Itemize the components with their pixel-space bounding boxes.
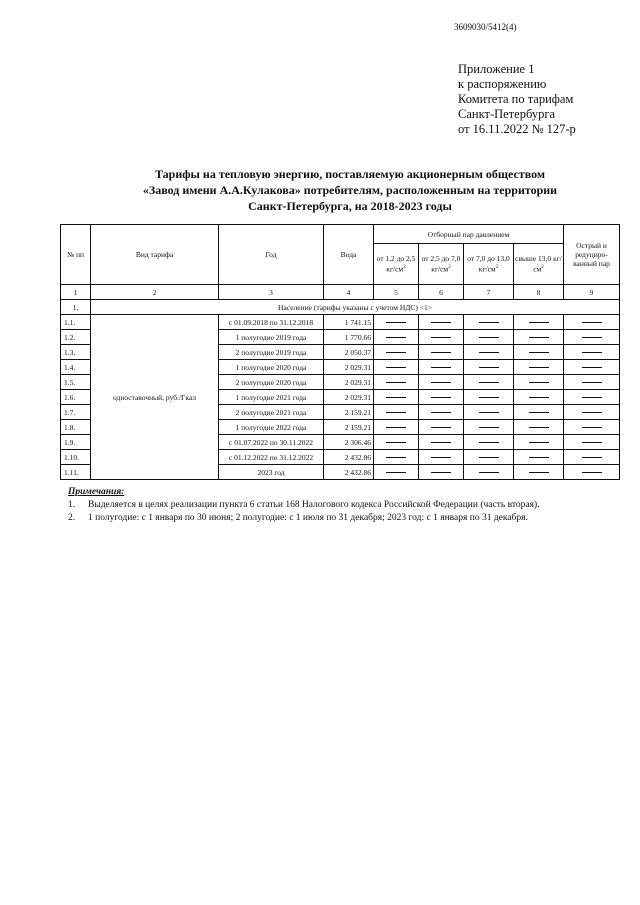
dash-mark	[431, 337, 451, 338]
row-empty-cell	[564, 465, 620, 480]
row-empty-cell	[464, 420, 514, 435]
dash-mark	[479, 457, 499, 458]
column-number: 2	[91, 285, 219, 300]
dash-mark	[431, 367, 451, 368]
row-water-value: 2 029.31	[324, 375, 374, 390]
dash-mark	[386, 322, 406, 323]
column-number-row	[61, 285, 620, 300]
dash-mark	[529, 322, 549, 323]
dash-mark	[431, 412, 451, 413]
dash-mark	[431, 352, 451, 353]
row-period: 1 полугодие 2021 года	[219, 390, 324, 405]
dash-mark	[386, 412, 406, 413]
dash-mark	[431, 382, 451, 383]
dash-mark	[529, 457, 549, 458]
row-empty-cell	[514, 435, 564, 450]
row-number: 1.8.	[61, 420, 91, 435]
row-period: 1 полугодие 2019 года	[219, 330, 324, 345]
section-row	[61, 300, 620, 315]
row-water-value: 2 050.37	[324, 345, 374, 360]
row-empty-cell	[419, 375, 464, 390]
title-line: «Завод имени А.А.Кулакова» потребителям, расположенным на территории	[142, 183, 558, 197]
dash-mark	[529, 352, 549, 353]
appendix-line: Санкт-Петербурга	[458, 107, 556, 121]
row-water-value: 1 741.15	[324, 315, 374, 330]
row-empty-cell	[374, 375, 419, 390]
column-number: 3	[219, 285, 324, 300]
column-number: 4	[324, 285, 374, 300]
title-line: Санкт-Петербурга, на 2018-2023 годы	[248, 199, 452, 213]
row-empty-cell	[564, 315, 620, 330]
dash-mark	[386, 427, 406, 428]
row-water-value: 2 306.46	[324, 435, 374, 450]
document-title	[70, 166, 630, 214]
note-item	[68, 499, 628, 512]
header-tariff-type: Вид тарифа	[91, 225, 219, 285]
row-number: 1.4.	[61, 360, 91, 375]
row-empty-cell	[564, 360, 620, 375]
dash-mark	[582, 472, 602, 473]
row-empty-cell	[419, 435, 464, 450]
dash-mark	[529, 382, 549, 383]
row-water-value: 2 432.86	[324, 465, 374, 480]
row-empty-cell	[374, 420, 419, 435]
header-pressure-2: от 2,5 до 7,0 $кг/см^2$	[419, 244, 464, 285]
tariff-table	[60, 224, 620, 480]
row-period: 2 полугодие 2021 года	[219, 405, 324, 420]
dash-mark	[529, 337, 549, 338]
dash-mark	[386, 472, 406, 473]
row-period: с 01.12.2022 по 31.12.2022	[219, 450, 324, 465]
row-empty-cell	[374, 330, 419, 345]
row-empty-cell	[464, 375, 514, 390]
row-empty-cell	[419, 360, 464, 375]
row-empty-cell	[564, 330, 620, 345]
dash-mark	[479, 352, 499, 353]
row-empty-cell	[464, 450, 514, 465]
row-number: 1.11.	[61, 465, 91, 480]
row-empty-cell	[374, 390, 419, 405]
row-number: 1.9.	[61, 435, 91, 450]
row-empty-cell	[514, 390, 564, 405]
dash-mark	[529, 427, 549, 428]
row-empty-cell	[514, 450, 564, 465]
note-item	[68, 512, 628, 525]
appendix-block	[458, 62, 576, 137]
dash-mark	[479, 427, 499, 428]
row-water-value: 1 770.66	[324, 330, 374, 345]
column-number: 1	[61, 285, 91, 300]
row-water-value: 2 029.31	[324, 390, 374, 405]
dash-mark	[529, 367, 549, 368]
row-empty-cell	[419, 420, 464, 435]
row-empty-cell	[419, 450, 464, 465]
row-water-value: 2 159.21	[324, 405, 374, 420]
column-number: 7	[464, 285, 514, 300]
header-pressure-1: от 1,2 до 2,5 $кг/см^2$	[374, 244, 419, 285]
row-empty-cell	[564, 405, 620, 420]
appendix-line: от 16.11.2022 № 127-р	[458, 122, 576, 136]
appendix-line: Комитета по тарифам	[458, 92, 574, 106]
row-number: 1.7.	[61, 405, 91, 420]
dash-mark	[431, 397, 451, 398]
dash-mark	[386, 367, 406, 368]
row-period: с 01.07.2022 по 30.11.2022	[219, 435, 324, 450]
row-empty-cell	[374, 435, 419, 450]
header-pressure-4: свыше 13,0 $кг/см^2$	[514, 244, 564, 285]
row-number: 1.2.	[61, 330, 91, 345]
row-empty-cell	[564, 345, 620, 360]
row-empty-cell	[564, 420, 620, 435]
table-row	[61, 315, 620, 330]
dash-mark	[386, 337, 406, 338]
row-empty-cell	[374, 465, 419, 480]
row-number: 1.6.	[61, 390, 91, 405]
column-number: 6	[419, 285, 464, 300]
dash-mark	[582, 397, 602, 398]
title-line: Тарифы на тепловую энергию, поставляемую акционерным обществом	[154, 167, 546, 181]
row-empty-cell	[374, 360, 419, 375]
dash-mark	[582, 367, 602, 368]
dash-mark	[582, 352, 602, 353]
dash-mark	[431, 472, 451, 473]
note-text: Выделяется в целях реализации пункта 6 статьи 168 Налогового кодекса Российской Федерации (часть вторая).	[88, 500, 540, 510]
row-empty-cell	[419, 390, 464, 405]
row-empty-cell	[514, 375, 564, 390]
row-number: 1.10.	[61, 450, 91, 465]
dash-mark	[431, 442, 451, 443]
row-period: 1 полугодие 2020 года	[219, 360, 324, 375]
row-empty-cell	[419, 405, 464, 420]
note-number: 2.	[68, 513, 76, 523]
dash-mark	[386, 442, 406, 443]
dash-mark	[479, 397, 499, 398]
header-pressure-3: от 7,0 до 13,0 $кг/см^2$	[464, 244, 514, 285]
dash-mark	[479, 442, 499, 443]
tariff-type: одноставочный, руб./Гкал	[91, 315, 219, 480]
row-period: с 01.09.2018 по 31.12.2018	[219, 315, 324, 330]
row-empty-cell	[374, 405, 419, 420]
row-number: 1.1.	[61, 315, 91, 330]
row-empty-cell	[464, 360, 514, 375]
row-empty-cell	[514, 360, 564, 375]
row-empty-cell	[419, 345, 464, 360]
dash-mark	[386, 352, 406, 353]
row-empty-cell	[464, 435, 514, 450]
row-empty-cell	[464, 465, 514, 480]
row-empty-cell	[464, 315, 514, 330]
row-empty-cell	[514, 345, 564, 360]
row-empty-cell	[564, 435, 620, 450]
row-empty-cell	[514, 465, 564, 480]
dash-mark	[479, 412, 499, 413]
row-empty-cell	[564, 450, 620, 465]
row-empty-cell	[464, 345, 514, 360]
note-text: 1 полугодие: с 1 января по 30 июня; 2 полугодие: с 1 июля по 31 декабря; 2023 год: с 1 января по 31 декабря.	[88, 513, 528, 523]
header-row	[61, 225, 620, 244]
header-water: Вода	[324, 225, 374, 285]
row-empty-cell	[464, 330, 514, 345]
appendix-line: Приложение 1	[458, 62, 535, 76]
dash-mark	[529, 442, 549, 443]
column-number: 8	[514, 285, 564, 300]
dash-mark	[431, 427, 451, 428]
row-empty-cell	[374, 315, 419, 330]
row-water-value: 2 159.21	[324, 420, 374, 435]
row-period: 2023 год	[219, 465, 324, 480]
row-water-value: 2 432.86	[324, 450, 374, 465]
dash-mark	[582, 442, 602, 443]
column-number: 5	[374, 285, 419, 300]
dash-mark	[582, 322, 602, 323]
dash-mark	[582, 337, 602, 338]
row-number: 1.5.	[61, 375, 91, 390]
row-empty-cell	[564, 390, 620, 405]
notes-block	[68, 486, 628, 525]
dash-mark	[386, 397, 406, 398]
dash-mark	[479, 367, 499, 368]
row-empty-cell	[464, 390, 514, 405]
dash-mark	[529, 397, 549, 398]
row-empty-cell	[419, 465, 464, 480]
column-number: 9	[564, 285, 620, 300]
dash-mark	[479, 472, 499, 473]
header-sharp-steam: Острый и редуциро-ванный пар	[564, 225, 620, 285]
row-empty-cell	[514, 330, 564, 345]
row-empty-cell	[464, 405, 514, 420]
header-no: № пп	[61, 225, 91, 285]
row-empty-cell	[514, 405, 564, 420]
row-empty-cell	[419, 315, 464, 330]
row-empty-cell	[564, 375, 620, 390]
dash-mark	[582, 457, 602, 458]
row-empty-cell	[374, 450, 419, 465]
section-label: Население (тарифы указаны с учетом НДС) <1>	[91, 300, 620, 315]
header-year: Год	[219, 225, 324, 285]
dash-mark	[479, 337, 499, 338]
note-number: 1.	[68, 500, 76, 510]
row-water-value: 2 029.31	[324, 360, 374, 375]
dash-mark	[386, 382, 406, 383]
appendix-line: к распоряжению	[458, 77, 547, 91]
row-period: 1 полугодие 2022 года	[219, 420, 324, 435]
dash-mark	[582, 427, 602, 428]
section-number: 1.	[61, 300, 91, 315]
document-number: 3609030/5412(4)	[454, 22, 517, 32]
dash-mark	[479, 322, 499, 323]
row-empty-cell	[419, 330, 464, 345]
dash-mark	[479, 382, 499, 383]
header-steam-group: Отборный пар давлением	[374, 225, 564, 244]
row-period: 2 полугодие 2019 года	[219, 345, 324, 360]
dash-mark	[529, 472, 549, 473]
dash-mark	[582, 412, 602, 413]
row-period: 2 полугодие 2020 года	[219, 375, 324, 390]
notes-heading: Примечания:	[68, 487, 125, 497]
row-empty-cell	[514, 420, 564, 435]
dash-mark	[431, 322, 451, 323]
dash-mark	[582, 382, 602, 383]
dash-mark	[529, 412, 549, 413]
dash-mark	[431, 457, 451, 458]
row-number: 1.3.	[61, 345, 91, 360]
row-empty-cell	[374, 345, 419, 360]
row-empty-cell	[514, 315, 564, 330]
dash-mark	[386, 457, 406, 458]
